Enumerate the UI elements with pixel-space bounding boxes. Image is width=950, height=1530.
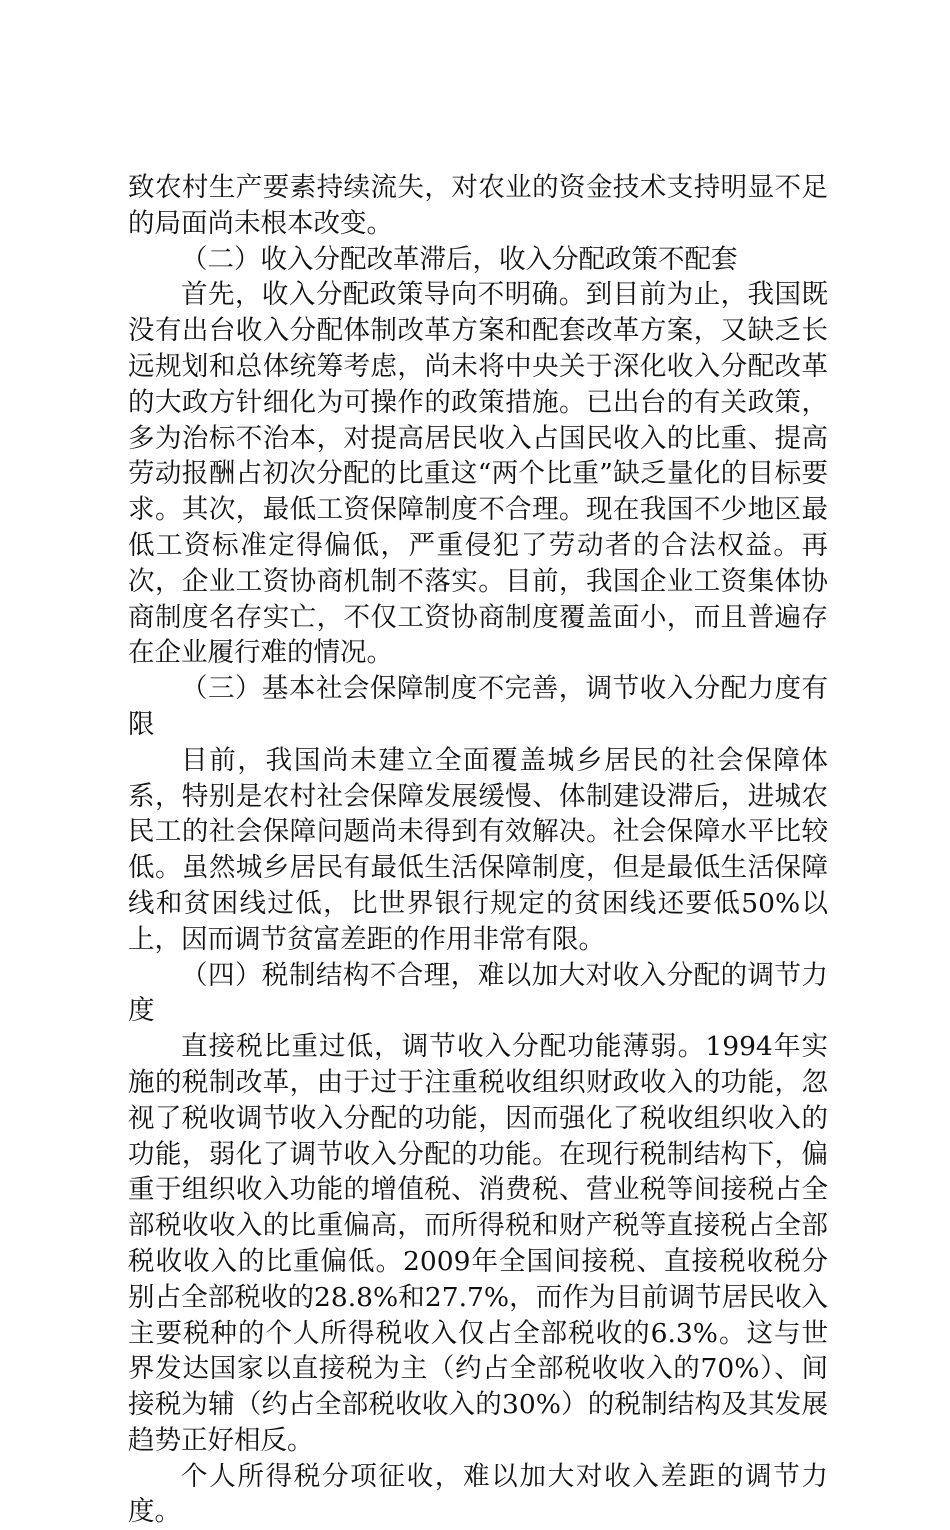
paragraph-continuation: 致农村生产要素持续流失，对农业的资金技术支持明显不足的局面尚未根本改变。 (128, 172, 828, 239)
paragraph-tax-structure: 直接税比重过低，调节收入分配功能薄弱。1994年实施的税制改革，由于过于注重税收组织财政收入的功能，忽视了税收调节收入分配的功能，因而强化了税收组织收入的功能，弱化了调节收入分配的功能。在现行税制结构下，偏重于组织收入功能的增值税、消费税、营业税等间接税占全部税收收入的比重偏高，而所得税和财产税等直接税占全部税收收入的比重偏低。2009年全国间接税、直接税收税分别占全部税收的28.8%和27.7%，而作为目前调节居民收入主要税种的个人所得税收入仅占全部税收的6.3%。这与世界发达国家以直接税为主（约占全部税收收入的70%）、间接税为辅（约占全部税收收入的30%）的税制结构及其发展趋势正好相反。 (128, 1031, 828, 1456)
section-heading-4: （四）税制结构不合理，难以加大对收入分配的调节力度 (128, 959, 828, 1027)
section-heading-3: （三）基本社会保障制度不完善，调节收入分配力度有限 (128, 673, 828, 740)
document-page (128, 170, 828, 1530)
paragraph-income-tax: 个人所得税分项征收，难以加大对收入差距的调节力度。 (128, 1460, 828, 1528)
paragraph-income-policy: 首先，收入分配政策导向不明确。到目前为止，我国既没有出台收入分配体制改革方案和配套改革方案，又缺乏长远规划和总体统筹考虑，尚未将中央关于深化收入分配改革的大政方针细化为可操作的政策措施。已出台的有关政策，多为治标不治本，对提高居民收入占国民收入的比重、提高劳动报酬占初次分配的比重这“两个比重”缺乏量化的目标要求。其次，最低工资保障制度不合理。现在我国不少地区最低工资标准定得偏低，严重侵犯了劳动者的合法权益。再次，企业工资协商机制不落实。目前，我国企业工资集体协商制度名存实亡，不仅工资协商制度覆盖面小，而且普遍存在企业履行难的情况。 (128, 279, 828, 669)
paragraph-social-security: 目前，我国尚未建立全面覆盖城乡居民的社会保障体系，特别是农村社会保障发展缓慢、体制建设滞后，进城农民工的社会保障问题尚未得到有效解决。社会保障水平比较低。虽然城乡居民有最低生活保障制度，但是最低生活保障线和贫困线过低，比世界银行规定的贫困线还要低50%以上，因而调节贫富差距的作用非常有限。 (128, 744, 828, 955)
section-heading-2: （二）收入分配改革滞后，收入分配政策不配套 (181, 243, 738, 275)
